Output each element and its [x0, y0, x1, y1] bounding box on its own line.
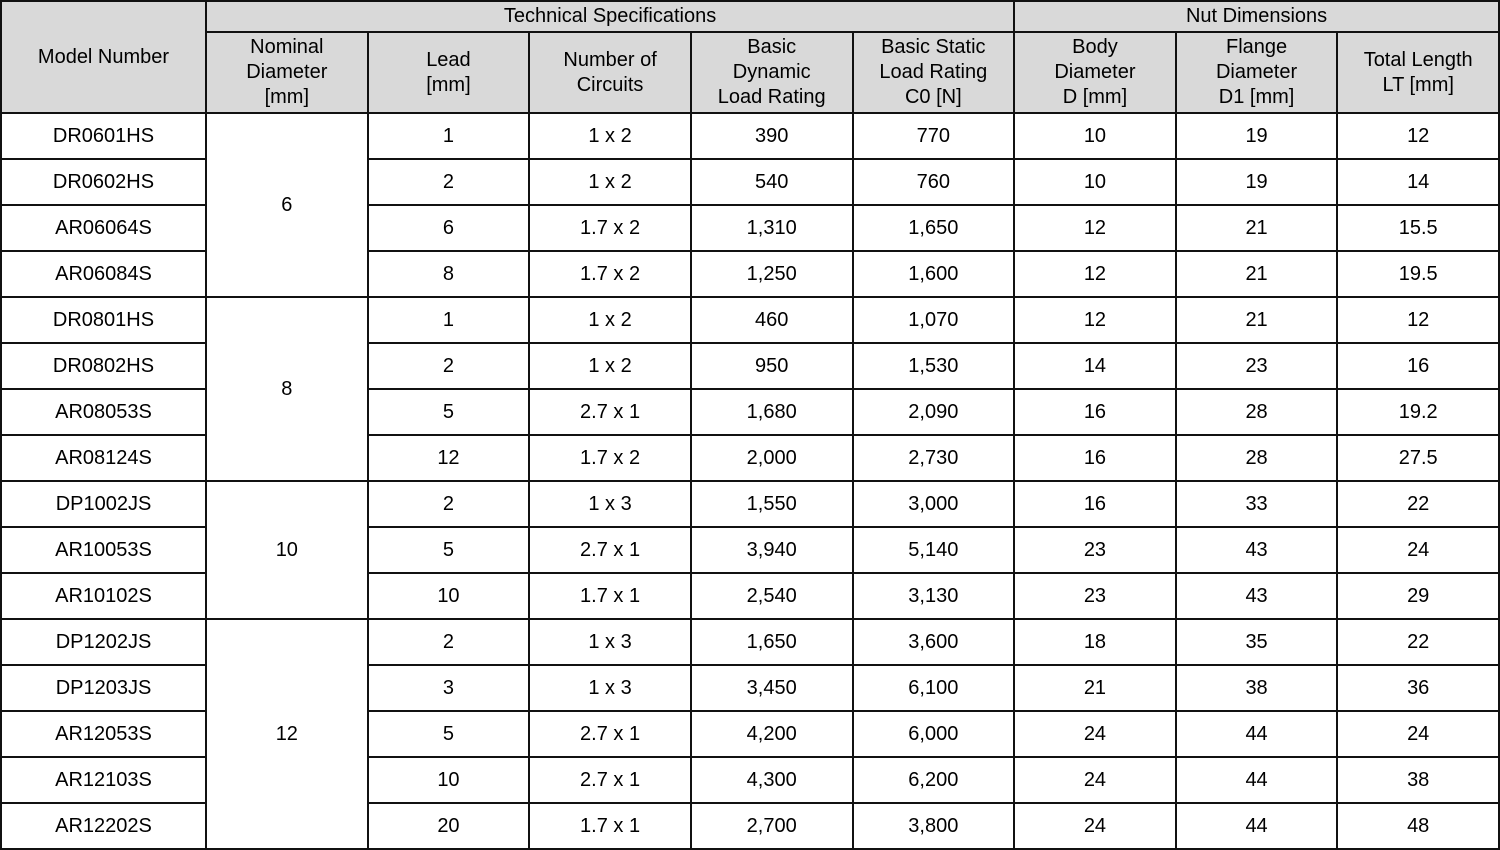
cell-flange-diameter: 44 [1176, 711, 1338, 757]
group-header-label: Nut Dimensions [1185, 5, 1328, 27]
cell-basic-dynamic-load-rating: 3,940 [691, 527, 853, 573]
column-header-model-number [1, 1, 206, 113]
cell-number-of-circuits: 2.7 x 1 [529, 711, 691, 757]
cell-flange-diameter: 33 [1176, 481, 1338, 527]
cell-basic-static-load-rating: 6,200 [853, 757, 1015, 803]
header-line: Diameter [246, 61, 328, 83]
cell-number-of-circuits: 1 x 2 [529, 343, 691, 389]
cell-model-number: AR08124S [1, 435, 206, 481]
header-line: Number of [563, 48, 657, 71]
cell-flange-diameter: 23 [1176, 343, 1338, 389]
cell-model-number: DR0802HS [1, 343, 206, 389]
cell-number-of-circuits: 1.7 x 2 [529, 251, 691, 297]
column-header-total-length [1337, 32, 1499, 113]
cell-total-length: 19.5 [1337, 251, 1499, 297]
cell-model-number: AR12202S [1, 803, 206, 849]
table-row [1, 297, 1499, 343]
cell-flange-diameter: 21 [1176, 251, 1338, 297]
cell-total-length: 22 [1337, 619, 1499, 665]
cell-flange-diameter: 21 [1176, 297, 1338, 343]
cell-model-number: DP1202JS [1, 619, 206, 665]
header-line: Total Length [1363, 48, 1473, 71]
cell-body-diameter: 12 [1014, 251, 1176, 297]
cell-lead: 8 [368, 251, 530, 297]
column-header-body-diameter [1014, 32, 1176, 113]
column-header-flange-diameter [1176, 32, 1338, 113]
column-header-basic-static-load-rating [853, 32, 1015, 113]
group-header-technical-specifications [206, 1, 1014, 32]
cell-model-number: AR06084S [1, 251, 206, 297]
column-header-label: Model Number [37, 45, 170, 68]
cell-basic-static-load-rating: 6,000 [853, 711, 1015, 757]
group-header-nut-dimensions [1014, 1, 1499, 32]
cell-basic-dynamic-load-rating: 950 [691, 343, 853, 389]
cell-flange-diameter: 28 [1176, 435, 1338, 481]
cell-total-length: 12 [1337, 297, 1499, 343]
cell-model-number: AR12103S [1, 757, 206, 803]
cell-basic-static-load-rating: 1,070 [853, 297, 1015, 343]
header-line: C0 [N] [904, 86, 962, 108]
cell-basic-dynamic-load-rating: 2,000 [691, 435, 853, 481]
cell-basic-dynamic-load-rating: 1,310 [691, 205, 853, 251]
cell-model-number: AR12053S [1, 711, 206, 757]
header-line: Basic [747, 36, 797, 58]
cell-total-length: 24 [1337, 711, 1499, 757]
cell-lead: 2 [368, 159, 530, 205]
cell-number-of-circuits: 2.7 x 1 [529, 527, 691, 573]
cell-number-of-circuits: 2.7 x 1 [529, 389, 691, 435]
cell-nominal-diameter: 12 [206, 619, 368, 849]
cell-basic-static-load-rating: 3,130 [853, 573, 1015, 619]
header-line: Load Rating [879, 61, 988, 83]
table-row [1, 619, 1499, 665]
cell-basic-dynamic-load-rating: 460 [691, 297, 853, 343]
cell-basic-static-load-rating: 3,600 [853, 619, 1015, 665]
header-line: [mm] [264, 86, 310, 108]
cell-basic-dynamic-load-rating: 540 [691, 159, 853, 205]
cell-total-length: 15.5 [1337, 205, 1499, 251]
cell-model-number: DR0801HS [1, 297, 206, 343]
cell-model-number: DR0602HS [1, 159, 206, 205]
cell-total-length: 16 [1337, 343, 1499, 389]
cell-basic-dynamic-load-rating: 1,650 [691, 619, 853, 665]
cell-basic-dynamic-load-rating: 390 [691, 113, 853, 159]
cell-total-length: 14 [1337, 159, 1499, 205]
cell-body-diameter: 14 [1014, 343, 1176, 389]
cell-model-number: AR06064S [1, 205, 206, 251]
cell-number-of-circuits: 1.7 x 1 [529, 573, 691, 619]
cell-basic-dynamic-load-rating: 4,300 [691, 757, 853, 803]
cell-model-number: DP1002JS [1, 481, 206, 527]
cell-lead: 2 [368, 343, 530, 389]
cell-model-number: AR10102S [1, 573, 206, 619]
cell-body-diameter: 23 [1014, 527, 1176, 573]
cell-number-of-circuits: 1 x 2 [529, 159, 691, 205]
header-line: Circuits [576, 73, 644, 96]
cell-basic-dynamic-load-rating: 1,250 [691, 251, 853, 297]
header-line: Load Rating [717, 86, 826, 108]
cell-total-length: 36 [1337, 665, 1499, 711]
cell-nominal-diameter: 8 [206, 297, 368, 481]
cell-body-diameter: 10 [1014, 159, 1176, 205]
cell-lead: 3 [368, 665, 530, 711]
cell-lead: 5 [368, 711, 530, 757]
cell-flange-diameter: 38 [1176, 665, 1338, 711]
cell-basic-dynamic-load-rating: 2,700 [691, 803, 853, 849]
cell-number-of-circuits: 1 x 3 [529, 665, 691, 711]
column-header-basic-dynamic-load-rating [691, 32, 853, 113]
cell-body-diameter: 16 [1014, 481, 1176, 527]
header-line: D [mm] [1062, 86, 1128, 108]
cell-model-number: DP1203JS [1, 665, 206, 711]
column-header-lead [368, 32, 530, 113]
cell-total-length: 48 [1337, 803, 1499, 849]
cell-lead: 10 [368, 757, 530, 803]
cell-body-diameter: 10 [1014, 113, 1176, 159]
cell-lead: 6 [368, 205, 530, 251]
cell-flange-diameter: 43 [1176, 527, 1338, 573]
header-line: D1 [mm] [1218, 86, 1295, 108]
cell-lead: 5 [368, 389, 530, 435]
cell-total-length: 19.2 [1337, 389, 1499, 435]
header-line: Basic Static [881, 36, 986, 58]
cell-lead: 1 [368, 113, 530, 159]
cell-flange-diameter: 19 [1176, 159, 1338, 205]
cell-basic-dynamic-load-rating: 2,540 [691, 573, 853, 619]
cell-flange-diameter: 35 [1176, 619, 1338, 665]
cell-basic-static-load-rating: 770 [853, 113, 1015, 159]
cell-flange-diameter: 43 [1176, 573, 1338, 619]
cell-basic-static-load-rating: 5,140 [853, 527, 1015, 573]
cell-number-of-circuits: 1.7 x 2 [529, 435, 691, 481]
header-line: Diameter [1054, 61, 1136, 83]
cell-number-of-circuits: 1 x 3 [529, 481, 691, 527]
cell-body-diameter: 24 [1014, 711, 1176, 757]
table-row [1, 113, 1499, 159]
table-row [1, 481, 1499, 527]
cell-basic-static-load-rating: 3,800 [853, 803, 1015, 849]
cell-lead: 2 [368, 619, 530, 665]
cell-basic-dynamic-load-rating: 1,680 [691, 389, 853, 435]
cell-total-length: 12 [1337, 113, 1499, 159]
group-header-row [1, 1, 1499, 32]
cell-lead: 5 [368, 527, 530, 573]
cell-lead: 20 [368, 803, 530, 849]
header-line: Dynamic [732, 61, 811, 83]
cell-lead: 2 [368, 481, 530, 527]
cell-basic-static-load-rating: 6,100 [853, 665, 1015, 711]
group-header-label: Technical Specifications [503, 5, 717, 27]
table-header [1, 1, 1499, 113]
cell-flange-diameter: 44 [1176, 803, 1338, 849]
cell-body-diameter: 21 [1014, 665, 1176, 711]
column-header-nominal-diameter [206, 32, 368, 113]
cell-flange-diameter: 19 [1176, 113, 1338, 159]
cell-body-diameter: 24 [1014, 803, 1176, 849]
cell-basic-static-load-rating: 1,600 [853, 251, 1015, 297]
cell-basic-dynamic-load-rating: 3,450 [691, 665, 853, 711]
cell-body-diameter: 12 [1014, 297, 1176, 343]
header-line: Nominal [250, 36, 324, 58]
cell-number-of-circuits: 1.7 x 2 [529, 205, 691, 251]
cell-flange-diameter: 44 [1176, 757, 1338, 803]
cell-flange-diameter: 28 [1176, 389, 1338, 435]
cell-basic-dynamic-load-rating: 4,200 [691, 711, 853, 757]
cell-basic-static-load-rating: 3,000 [853, 481, 1015, 527]
cell-basic-dynamic-load-rating: 1,550 [691, 481, 853, 527]
cell-model-number: DR0601HS [1, 113, 206, 159]
column-header-number-of-circuits [529, 32, 691, 113]
header-line: Flange [1225, 36, 1288, 58]
cell-total-length: 29 [1337, 573, 1499, 619]
header-line: Body [1072, 36, 1118, 58]
header-line: [mm] [426, 73, 471, 96]
cell-total-length: 38 [1337, 757, 1499, 803]
cell-total-length: 24 [1337, 527, 1499, 573]
cell-number-of-circuits: 2.7 x 1 [529, 757, 691, 803]
cell-flange-diameter: 21 [1176, 205, 1338, 251]
cell-model-number: AR10053S [1, 527, 206, 573]
table-body [1, 113, 1499, 849]
cell-number-of-circuits: 1 x 3 [529, 619, 691, 665]
cell-body-diameter: 18 [1014, 619, 1176, 665]
cell-body-diameter: 16 [1014, 435, 1176, 481]
cell-number-of-circuits: 1.7 x 1 [529, 803, 691, 849]
cell-nominal-diameter: 6 [206, 113, 368, 297]
cell-model-number: AR08053S [1, 389, 206, 435]
cell-body-diameter: 23 [1014, 573, 1176, 619]
cell-nominal-diameter: 10 [206, 481, 368, 619]
cell-number-of-circuits: 1 x 2 [529, 113, 691, 159]
header-line: LT [mm] [1382, 73, 1454, 96]
cell-basic-static-load-rating: 1,650 [853, 205, 1015, 251]
cell-basic-static-load-rating: 760 [853, 159, 1015, 205]
cell-body-diameter: 16 [1014, 389, 1176, 435]
cell-basic-static-load-rating: 2,090 [853, 389, 1015, 435]
column-header-row [1, 32, 1499, 113]
header-line: Diameter [1215, 61, 1298, 83]
cell-total-length: 27.5 [1337, 435, 1499, 481]
cell-basic-static-load-rating: 2,730 [853, 435, 1015, 481]
cell-lead: 10 [368, 573, 530, 619]
cell-lead: 12 [368, 435, 530, 481]
cell-body-diameter: 24 [1014, 757, 1176, 803]
cell-number-of-circuits: 1 x 2 [529, 297, 691, 343]
cell-body-diameter: 12 [1014, 205, 1176, 251]
cell-basic-static-load-rating: 1,530 [853, 343, 1015, 389]
header-line: Lead [426, 48, 471, 71]
cell-lead: 1 [368, 297, 530, 343]
cell-total-length: 22 [1337, 481, 1499, 527]
